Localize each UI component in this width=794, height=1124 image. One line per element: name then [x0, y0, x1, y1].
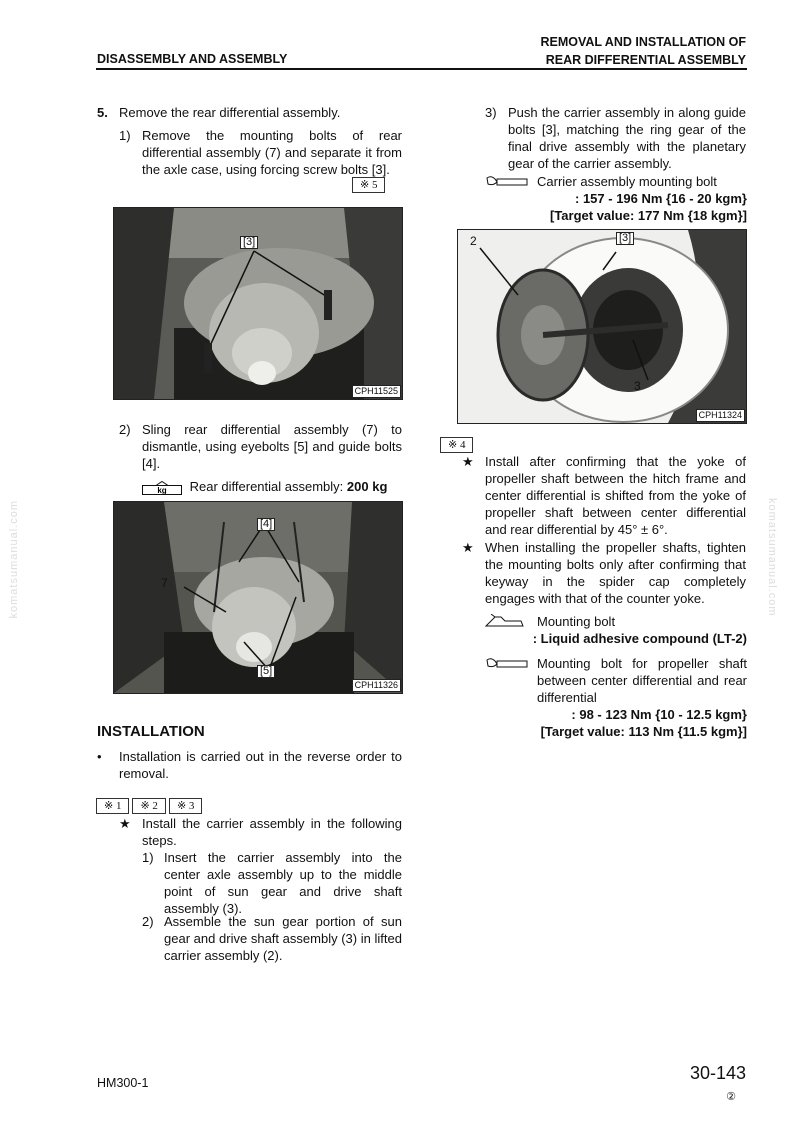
photo-1-label-guide-bolt: [3] [240, 236, 258, 249]
substep-2-text: Sling rear differential assembly (7) to dismantle, using eyebolts [5] and guide bolts [4]. [142, 422, 402, 471]
photo-3-label-sun-gear: 3 [634, 379, 641, 393]
photo-3-label-carrier: 2 [470, 234, 477, 248]
adhesive-spec [485, 613, 747, 647]
photo-2-label-differential: 7 [161, 576, 168, 590]
substep-2-number: 2) [119, 422, 131, 437]
adhesive-value: : Liquid adhesive compound (LT-2) [532, 631, 747, 646]
install-star-text: Install the carrier assembly in the following steps. [142, 816, 402, 848]
header-rule [96, 68, 747, 70]
note-box-2: ※ 2 [132, 798, 165, 814]
note-refs-row [96, 796, 205, 814]
photo-3-illustration [458, 230, 746, 423]
torque-1-value: : 157 - 196 Nm {16 - 20 kgm} [575, 191, 747, 206]
substep-1-text: Remove the mounting bolts of rear differential assembly (7) and separate it from the axle case, using forcing screw bolts [3]. [142, 128, 402, 177]
weight-label: Rear differential assembly: [189, 479, 347, 494]
install-note-star-2: When installing the propeller shafts, tighten the mounting bolts only after confirming that keyway in the spider cap completely engages with that of the counter yoke. [485, 540, 746, 606]
install-step-3-number: 3) [485, 105, 497, 120]
torque-2-label: Mounting bolt for propeller shaft between center differential and rear differential [537, 656, 747, 705]
step-5-number: 5. [97, 105, 108, 120]
torque-wrench-icon-2 [485, 656, 529, 672]
install-step-3-text: Push the carrier assembly in along guide bolts [3], matching the ring gear of the final drive assembly with the planetary gear of the carrier assembly. [508, 105, 746, 171]
photo-carrier-assembly [457, 229, 747, 424]
torque-2-value: : 98 - 123 Nm {10 - 12.5 kgm} [571, 707, 747, 722]
install-step-2-number: 2) [142, 914, 154, 929]
note-ref-4 [440, 435, 476, 453]
weight-value: 200 kg [346, 479, 388, 494]
install-step-1-text: Insert the carrier assembly into the center axle assembly up to the middle point of sun gear and drive shaft assembly (3). [164, 850, 402, 916]
star-icon-1: ★ [462, 454, 474, 469]
step-5-text: Remove the rear differential assembly. [119, 105, 341, 120]
footer-model: HM300-1 [97, 1076, 149, 1090]
torque-wrench-icon [485, 174, 529, 190]
photo-1-caption: CPH11525 [352, 385, 401, 398]
substep-1-number: 1) [119, 128, 131, 143]
torque-1-target: [Target value: 177 Nm {18 kgm}] [550, 208, 747, 223]
note-box-3: ※ 3 [169, 798, 202, 814]
photo-differential-sling [113, 501, 403, 694]
install-step-2-text: Assemble the sun gear portion of sun gear and drive shaft assembly (3) in lifted carrier assembly (2). [164, 914, 402, 963]
note-ref-5 [352, 175, 388, 193]
watermark-left: komatsumanual.com [8, 500, 20, 619]
note-box-4: ※ 4 [440, 437, 473, 453]
photo-2-label-eyebolt: [5] [257, 665, 275, 678]
photo-differential-removal [113, 207, 403, 400]
note-box-5: ※ 5 [352, 177, 385, 193]
installation-heading: INSTALLATION [97, 723, 205, 740]
footer-revision: ② [726, 1091, 736, 1103]
svg-text:kg: kg [157, 485, 167, 495]
install-text: Installation is carried out in the reverse order to removal. [119, 749, 402, 781]
star-icon: ★ [119, 816, 131, 831]
adhesive-label: Mounting bolt [537, 614, 616, 629]
header-section-title: DISASSEMBLY AND ASSEMBLY [97, 52, 288, 66]
adhesive-tube-icon [485, 614, 525, 628]
weight-kg-icon [142, 481, 182, 495]
install-note-star-1: Install after confirming that the yoke of propeller shaft between the hitch frame and center differential is shifted from the yoke of propeller shaft between center differential and rear differential by 45° ± 6°. [485, 454, 746, 537]
weight-row [142, 478, 387, 495]
install-bullet: • [97, 749, 102, 764]
note-box-1: ※ 1 [96, 798, 129, 814]
torque-1-label: Carrier assembly mounting bolt [537, 174, 717, 189]
photo-3-label-guide-bolt: [3] [616, 232, 634, 245]
install-step-1-number: 1) [142, 850, 154, 865]
photo-2-caption: CPH11326 [352, 679, 401, 692]
photo-3-caption: CPH11324 [696, 409, 745, 422]
header-chapter-title [540, 33, 746, 69]
star-icon-2: ★ [462, 540, 474, 555]
header-chapter-line2: REAR DIFFERENTIAL ASSEMBLY [545, 53, 746, 67]
torque-spec-2 [485, 655, 747, 740]
footer-page-number: 30-143 [689, 1063, 746, 1083]
torque-spec-1 [485, 173, 747, 224]
photo-2-label-guide-bolt: [4] [257, 518, 275, 531]
header-chapter-line1: REMOVAL AND INSTALLATION OF [540, 35, 746, 49]
torque-2-target: [Target value: 113 Nm {11.5 kgm}] [540, 724, 747, 739]
watermark-right: komatsumanual.com [766, 498, 778, 617]
